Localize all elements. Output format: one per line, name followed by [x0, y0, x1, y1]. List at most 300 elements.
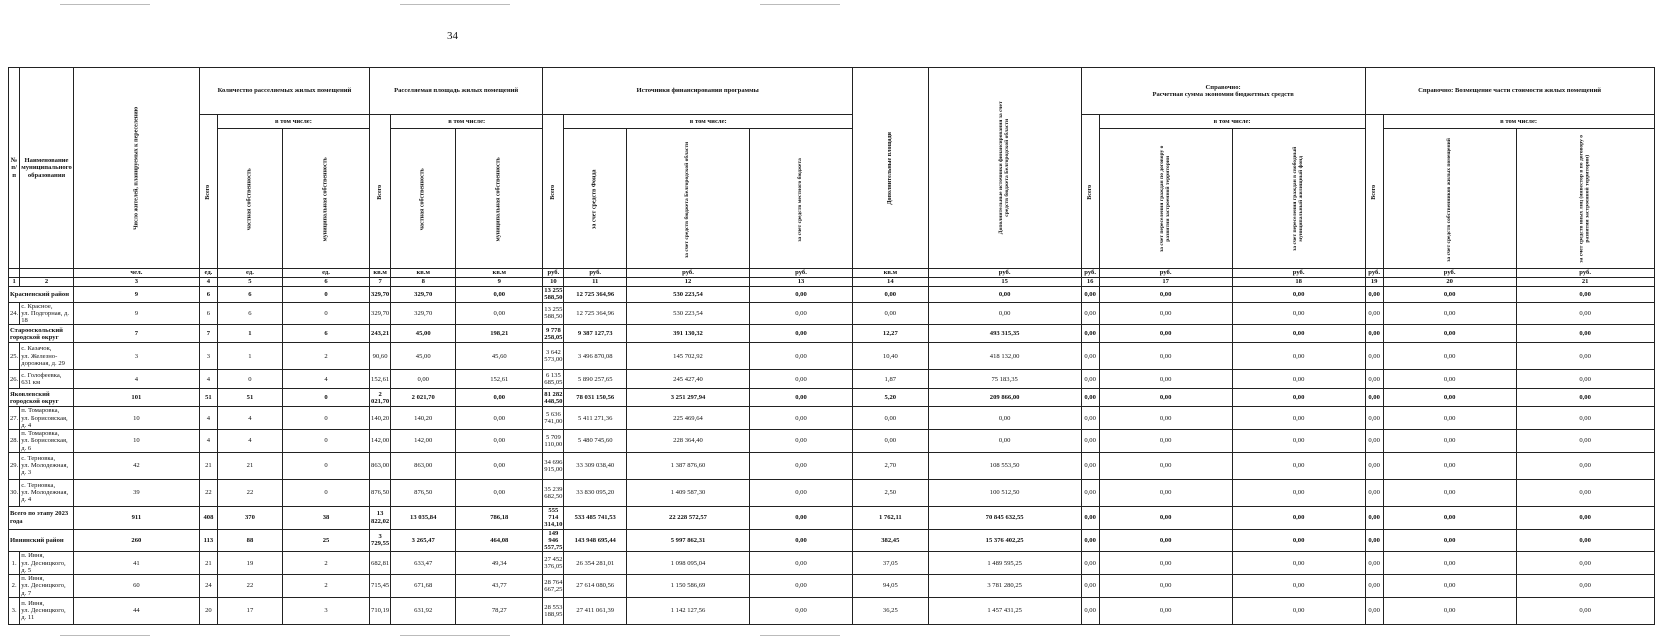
- value-cell: 12,27: [853, 325, 929, 343]
- value-cell: 0,00: [750, 529, 853, 552]
- value-cell: 9: [73, 287, 199, 303]
- value-cell: 198,21: [456, 325, 543, 343]
- refund-other-header: за счет средств иных лиц (инвестор в по договору о развитии застроенной территории): [1516, 129, 1654, 269]
- value-cell: 0,00: [1099, 575, 1232, 598]
- value-cell: 60: [73, 575, 199, 598]
- value-cell: 0,00: [928, 287, 1081, 303]
- table-row: [9, 597, 1655, 624]
- value-cell: 51: [217, 389, 282, 407]
- column-number-row: [9, 278, 1655, 287]
- value-cell: 633,47: [391, 552, 456, 575]
- value-cell: 5 636 741,00: [543, 407, 564, 430]
- value-cell: 45,60: [456, 343, 543, 370]
- value-cell: 0,00: [1232, 389, 1365, 407]
- value-cell: 0,00: [1099, 479, 1232, 506]
- value-cell: 0,00: [1099, 506, 1232, 529]
- value-cell: 0,00: [750, 389, 853, 407]
- value-cell: 0,00: [750, 407, 853, 430]
- unit-cell: кв.м: [370, 269, 391, 278]
- value-cell: 0,00: [1365, 452, 1383, 479]
- value-cell: 12 725 364,96: [564, 287, 627, 303]
- value-cell: 0,00: [1099, 287, 1232, 303]
- value-cell: 100 512,50: [928, 479, 1081, 506]
- value-cell: 0,00: [1099, 552, 1232, 575]
- value-cell: 0,00: [1383, 597, 1516, 624]
- value-cell: 0,00: [1365, 407, 1383, 430]
- value-cell: 21: [217, 452, 282, 479]
- value-cell: 0,00: [1516, 575, 1654, 598]
- address-cell: п. Ивня, ул. Десницкого, д. 5: [20, 552, 74, 575]
- value-cell: 0,00: [853, 302, 929, 325]
- value-cell: 0,00: [1516, 302, 1654, 325]
- area-group-header: Расселяемая площадь жилых помещений: [370, 68, 543, 115]
- value-cell: 0,00: [1365, 287, 1383, 303]
- column-number-cell: 12: [627, 278, 750, 287]
- address-cell: с. Терновка, ул. Молодежная, д. 4: [20, 479, 74, 506]
- column-number-cell: 8: [391, 278, 456, 287]
- value-cell: 329,70: [391, 287, 456, 303]
- table-row: [9, 452, 1655, 479]
- refund-own-header: за счет средств собственников жилых помещений: [1383, 129, 1516, 269]
- value-cell: 13 035,84: [391, 506, 456, 529]
- value-cell: 1 142 127,56: [627, 597, 750, 624]
- value-cell: 863,00: [370, 452, 391, 479]
- value-cell: 45,00: [391, 325, 456, 343]
- fin-local-header: за счет средств местного бюджета: [750, 129, 853, 269]
- value-cell: 78 031 150,56: [564, 389, 627, 407]
- value-cell: 0,00: [1081, 452, 1099, 479]
- area-private-header: частная собственность: [391, 129, 456, 269]
- value-cell: 3 729,55: [370, 529, 391, 552]
- value-cell: 0,00: [1383, 430, 1516, 453]
- value-cell: 4: [217, 430, 282, 453]
- group-row: [9, 529, 1655, 552]
- value-cell: 4: [282, 370, 369, 389]
- unit-cell: кв.м: [456, 269, 543, 278]
- value-cell: 143 948 695,44: [564, 529, 627, 552]
- value-cell: 5 997 862,31: [627, 529, 750, 552]
- column-number-cell: 11: [564, 278, 627, 287]
- value-cell: 0,00: [750, 597, 853, 624]
- value-cell: 0,00: [1081, 370, 1099, 389]
- value-cell: 0,00: [1383, 479, 1516, 506]
- value-cell: 4: [73, 370, 199, 389]
- program-table: [8, 67, 1655, 625]
- value-cell: 0,00: [1383, 452, 1516, 479]
- column-number-cell: 20: [1383, 278, 1516, 287]
- value-cell: 530 223,54: [627, 302, 750, 325]
- column-number-cell: 17: [1099, 278, 1232, 287]
- value-cell: 0,00: [1099, 430, 1232, 453]
- unit-cell: ед.: [282, 269, 369, 278]
- row-number-cell: 26.: [9, 370, 20, 389]
- value-cell: 0,00: [1516, 430, 1654, 453]
- value-cell: 1 762,11: [853, 506, 929, 529]
- address-cell: п. Томаровка, ул. Борисовская, д. 6: [20, 430, 74, 453]
- count-group-header: Количество расселяемых жилых помещений: [199, 68, 369, 115]
- value-cell: 2: [282, 343, 369, 370]
- district-name-cell: Яковлевский городской округ: [9, 389, 74, 407]
- column-number-cell: 9: [456, 278, 543, 287]
- district-name-cell: Старооскольский городской округ: [9, 325, 74, 343]
- bottom-rule: [400, 635, 510, 636]
- value-cell: 329,70: [370, 302, 391, 325]
- value-cell: 0,00: [456, 452, 543, 479]
- top-rule: [760, 4, 840, 5]
- value-cell: 0,00: [1232, 452, 1365, 479]
- value-cell: 6: [217, 302, 282, 325]
- value-cell: 0,00: [750, 430, 853, 453]
- value-cell: 0,00: [1516, 389, 1654, 407]
- value-cell: 0,00: [1081, 389, 1099, 407]
- value-cell: 225 469,64: [627, 407, 750, 430]
- value-cell: 7: [73, 325, 199, 343]
- value-cell: 382,45: [853, 529, 929, 552]
- value-cell: 0,00: [750, 479, 853, 506]
- table-row: [9, 479, 1655, 506]
- value-cell: 140,20: [391, 407, 456, 430]
- fin-group-header: Источники финансирования программы: [543, 68, 853, 115]
- unit-cell: кв.м: [391, 269, 456, 278]
- unit-cell: [9, 269, 20, 278]
- value-cell: 26 354 281,01: [564, 552, 627, 575]
- value-cell: 25: [282, 529, 369, 552]
- col-name-header: Наименование муниципального образования: [20, 68, 74, 269]
- unit-cell: руб.: [1516, 269, 1654, 278]
- value-cell: 530 223,54: [627, 287, 750, 303]
- address-cell: с. Красное, ул. Подгорная, д. 18: [20, 302, 74, 325]
- value-cell: 0,00: [1383, 287, 1516, 303]
- top-rule: [60, 4, 150, 5]
- value-cell: 0,00: [1232, 430, 1365, 453]
- value-cell: 28 764 667,25: [543, 575, 564, 598]
- value-cell: 0,00: [1232, 597, 1365, 624]
- value-cell: 631,92: [391, 597, 456, 624]
- value-cell: 152,61: [456, 370, 543, 389]
- address-cell: с. Голофеевка, 631 км: [20, 370, 74, 389]
- value-cell: 464,08: [456, 529, 543, 552]
- value-cell: 2: [282, 552, 369, 575]
- value-cell: 13 822,02: [370, 506, 391, 529]
- group-row: [9, 287, 1655, 303]
- value-cell: 0,00: [1081, 343, 1099, 370]
- value-cell: 682,81: [370, 552, 391, 575]
- value-cell: 10: [73, 430, 199, 453]
- value-cell: 0,00: [1081, 302, 1099, 325]
- units-row: [9, 269, 1655, 278]
- value-cell: 209 866,00: [928, 389, 1081, 407]
- fin-incl-header: в том числе:: [564, 115, 853, 129]
- fin-fund-header: за счет средств Фонда: [564, 129, 627, 269]
- value-cell: 142,00: [370, 430, 391, 453]
- col-extra-area-header: Дополнительные площади: [853, 68, 929, 269]
- value-cell: 101: [73, 389, 199, 407]
- unit-cell: руб.: [928, 269, 1081, 278]
- value-cell: 0,00: [1516, 343, 1654, 370]
- value-cell: 0,00: [391, 370, 456, 389]
- value-cell: 0,00: [1081, 430, 1099, 453]
- value-cell: 0,00: [1081, 407, 1099, 430]
- value-cell: 7: [199, 325, 217, 343]
- row-number-cell: 2.: [9, 575, 20, 598]
- value-cell: 0,00: [750, 287, 853, 303]
- value-cell: 0,00: [1516, 597, 1654, 624]
- value-cell: 0,00: [750, 575, 853, 598]
- unit-cell: руб.: [1099, 269, 1232, 278]
- value-cell: 90,60: [370, 343, 391, 370]
- refund-incl-header: в том числе:: [1383, 115, 1654, 129]
- address-cell: с. Терновка, ул. Молодежная, д. 3: [20, 452, 74, 479]
- value-cell: 12 725 364,96: [564, 302, 627, 325]
- value-cell: 0,00: [853, 407, 929, 430]
- value-cell: 0,00: [1365, 430, 1383, 453]
- value-cell: 1: [217, 325, 282, 343]
- value-cell: 1 489 595,25: [928, 552, 1081, 575]
- value-cell: 4: [199, 430, 217, 453]
- address-cell: с. Казачок, ул. Железно- дорожная, д. 29: [20, 343, 74, 370]
- value-cell: 13 255 588,50: [543, 302, 564, 325]
- value-cell: 0,00: [1516, 325, 1654, 343]
- unit-cell: руб.: [1232, 269, 1365, 278]
- value-cell: 33 830 095,20: [564, 479, 627, 506]
- address-cell: п. Ивня, ул. Десницкого, д. 7: [20, 575, 74, 598]
- value-cell: 0,00: [456, 287, 543, 303]
- value-cell: 21: [199, 452, 217, 479]
- value-cell: 0,00: [1232, 287, 1365, 303]
- value-cell: 0,00: [1232, 343, 1365, 370]
- value-cell: 70 845 632,55: [928, 506, 1081, 529]
- value-cell: 3: [282, 597, 369, 624]
- count-private-header: частная собственность: [217, 129, 282, 269]
- value-cell: 863,00: [391, 452, 456, 479]
- refund-group-header: Справочно: Возмещение части стоимости жилых помещений: [1365, 68, 1654, 115]
- value-cell: 0,00: [1365, 343, 1383, 370]
- bottom-rule: [760, 635, 840, 636]
- unit-cell: ед.: [199, 269, 217, 278]
- value-cell: 876,50: [391, 479, 456, 506]
- count-municipal-header: муниципальная собственность: [282, 129, 369, 269]
- value-cell: 9: [73, 302, 199, 325]
- value-cell: 391 130,32: [627, 325, 750, 343]
- econ-incl-header: в том числе:: [1099, 115, 1365, 129]
- value-cell: 17: [217, 597, 282, 624]
- row-number-cell: 28.: [9, 430, 20, 453]
- value-cell: 0,00: [1081, 325, 1099, 343]
- value-cell: 3 642 573,00: [543, 343, 564, 370]
- value-cell: 113: [199, 529, 217, 552]
- value-cell: 145 702,92: [627, 343, 750, 370]
- value-cell: 35 239 682,50: [543, 479, 564, 506]
- value-cell: 0: [282, 287, 369, 303]
- column-number-cell: 14: [853, 278, 929, 287]
- column-number-cell: 5: [217, 278, 282, 287]
- value-cell: 0,00: [750, 506, 853, 529]
- value-cell: 0: [282, 452, 369, 479]
- table-row: [9, 407, 1655, 430]
- column-number-cell: 6: [282, 278, 369, 287]
- value-cell: 75 183,35: [928, 370, 1081, 389]
- value-cell: 0,00: [1081, 575, 1099, 598]
- value-cell: 0: [217, 370, 282, 389]
- value-cell: 3: [73, 343, 199, 370]
- value-cell: 0,00: [1516, 552, 1654, 575]
- column-number-cell: 18: [1232, 278, 1365, 287]
- value-cell: 0: [282, 479, 369, 506]
- district-name-cell: Красненский район: [9, 287, 74, 303]
- address-cell: п. Ивня, ул. Десницкого, д. 11: [20, 597, 74, 624]
- value-cell: 3 496 870,08: [564, 343, 627, 370]
- econ-group-header: Справочно: Расчетная сумма экономии бюджетных средств: [1081, 68, 1365, 115]
- value-cell: 27 614 080,56: [564, 575, 627, 598]
- value-cell: 0,00: [1516, 452, 1654, 479]
- value-cell: 0,00: [1232, 552, 1365, 575]
- value-cell: 4: [217, 407, 282, 430]
- unit-cell: руб.: [1081, 269, 1099, 278]
- value-cell: 0,00: [1099, 452, 1232, 479]
- page-number: 34: [447, 30, 458, 42]
- value-cell: 3 251 297,94: [627, 389, 750, 407]
- table-row: [9, 343, 1655, 370]
- area-municipal-header: муниципальная собственность: [456, 129, 543, 269]
- value-cell: 0,00: [1383, 552, 1516, 575]
- row-number-cell: 25.: [9, 343, 20, 370]
- value-cell: 2 021,70: [371, 390, 390, 405]
- value-cell: 1 387 876,60: [627, 452, 750, 479]
- value-cell: 45,00: [391, 343, 456, 370]
- value-cell: 27 452 376,05: [543, 552, 564, 575]
- value-cell: 0,00: [1383, 302, 1516, 325]
- value-cell: 36,25: [853, 597, 929, 624]
- row-number-cell: 1.: [9, 552, 20, 575]
- value-cell: 0,00: [1099, 597, 1232, 624]
- value-cell: 3 781 280,25: [928, 575, 1081, 598]
- value-cell: 0: [282, 430, 369, 453]
- value-cell: 0,00: [1232, 302, 1365, 325]
- value-cell: 0,00: [928, 302, 1081, 325]
- unit-cell: руб.: [1383, 269, 1516, 278]
- value-cell: 1 150 586,69: [627, 575, 750, 598]
- address-cell: п. Томаровка, ул. Борисовская, д. 4: [20, 407, 74, 430]
- value-cell: 228 364,40: [627, 430, 750, 453]
- value-cell: 0,00: [1516, 370, 1654, 389]
- group-row: [9, 389, 1655, 407]
- value-cell: 0,00: [1232, 506, 1365, 529]
- value-cell: 0,00: [456, 407, 543, 430]
- value-cell: 28 553 188,95: [543, 597, 564, 624]
- value-cell: 370: [217, 506, 282, 529]
- table-row: [9, 552, 1655, 575]
- col-no-header: № п/п: [9, 68, 20, 269]
- value-cell: 37,05: [853, 552, 929, 575]
- value-cell: 0,00: [750, 452, 853, 479]
- value-cell: 88: [217, 529, 282, 552]
- value-cell: 78,27: [456, 597, 543, 624]
- value-cell: 0,00: [1099, 325, 1232, 343]
- column-number-cell: 4: [199, 278, 217, 287]
- value-cell: 142,00: [391, 430, 456, 453]
- value-cell: 243,21: [370, 325, 391, 343]
- value-cell: 6: [217, 287, 282, 303]
- row-number-cell: 29.: [9, 452, 20, 479]
- value-cell: 24: [199, 575, 217, 598]
- value-cell: 1,87: [853, 370, 929, 389]
- value-cell: 0,00: [1081, 287, 1099, 303]
- column-number-cell: 1: [9, 278, 20, 287]
- value-cell: 0,00: [1232, 529, 1365, 552]
- value-cell: 260: [73, 529, 199, 552]
- fin-regional-header: за счет средств бюджета Белгородской области: [627, 129, 750, 269]
- value-cell: 9 387 127,73: [564, 325, 627, 343]
- area-total-header: Всего: [370, 115, 391, 269]
- value-cell: 0,00: [1383, 506, 1516, 529]
- value-cell: 0,00: [1099, 370, 1232, 389]
- value-cell: 0,00: [1365, 325, 1383, 343]
- value-cell: 0,00: [1365, 302, 1383, 325]
- value-cell: 0: [282, 389, 369, 407]
- value-cell: 0,00: [928, 407, 1081, 430]
- value-cell: 0,00: [1099, 302, 1232, 325]
- value-cell: 152,61: [370, 370, 391, 389]
- value-cell: 15 376 402,25: [928, 529, 1081, 552]
- value-cell: 2,50: [853, 479, 929, 506]
- value-cell: 1 457 431,25: [928, 597, 1081, 624]
- value-cell: 329,70: [391, 302, 456, 325]
- value-cell: 2,70: [853, 452, 929, 479]
- value-cell: 0,00: [1516, 479, 1654, 506]
- total-label-cell: Всего по этапу 2023 года: [9, 506, 74, 529]
- value-cell: 0,00: [456, 430, 543, 453]
- value-cell: 3: [199, 343, 217, 370]
- value-cell: 418 132,00: [928, 343, 1081, 370]
- value-cell: 0,00: [1365, 506, 1383, 529]
- value-cell: 22 228 572,57: [627, 506, 750, 529]
- value-cell: 0,00: [1383, 325, 1516, 343]
- table-row: [9, 430, 1655, 453]
- value-cell: 1 098 095,04: [627, 552, 750, 575]
- value-cell: 0,00: [1232, 479, 1365, 506]
- value-cell: 671,68: [391, 575, 456, 598]
- value-cell: 41: [73, 552, 199, 575]
- value-cell: 0,00: [750, 325, 853, 343]
- value-cell: 715,45: [370, 575, 391, 598]
- value-cell: 0: [282, 302, 369, 325]
- value-cell: 5 709 110,00: [543, 430, 564, 453]
- column-number-cell: 21: [1516, 278, 1654, 287]
- value-cell: 6: [199, 287, 217, 303]
- value-cell: 1: [217, 343, 282, 370]
- value-cell: 0,00: [1365, 529, 1383, 552]
- unit-cell: чел.: [73, 269, 199, 278]
- value-cell: 108 553,50: [928, 452, 1081, 479]
- table-row: [9, 302, 1655, 325]
- value-cell: 0,00: [1081, 552, 1099, 575]
- value-cell: 43,77: [456, 575, 543, 598]
- econ-free-header: за счет переселения граждан в свободный муниципальный жилищный фонд: [1232, 129, 1365, 269]
- bottom-rule: [60, 635, 150, 636]
- value-cell: 2 021,70: [391, 389, 456, 407]
- value-cell: 0,00: [1081, 529, 1099, 552]
- value-cell: 4: [199, 370, 217, 389]
- value-cell: 6 135 685,05: [543, 370, 564, 389]
- table-row: [9, 370, 1655, 389]
- value-cell: 0,00: [1516, 506, 1654, 529]
- value-cell: 0,00: [750, 552, 853, 575]
- column-number-cell: 3: [73, 278, 199, 287]
- value-cell: 10: [73, 407, 199, 430]
- unit-cell: руб.: [1365, 269, 1383, 278]
- value-cell: 0,00: [1232, 325, 1365, 343]
- column-number-cell: 15: [928, 278, 1081, 287]
